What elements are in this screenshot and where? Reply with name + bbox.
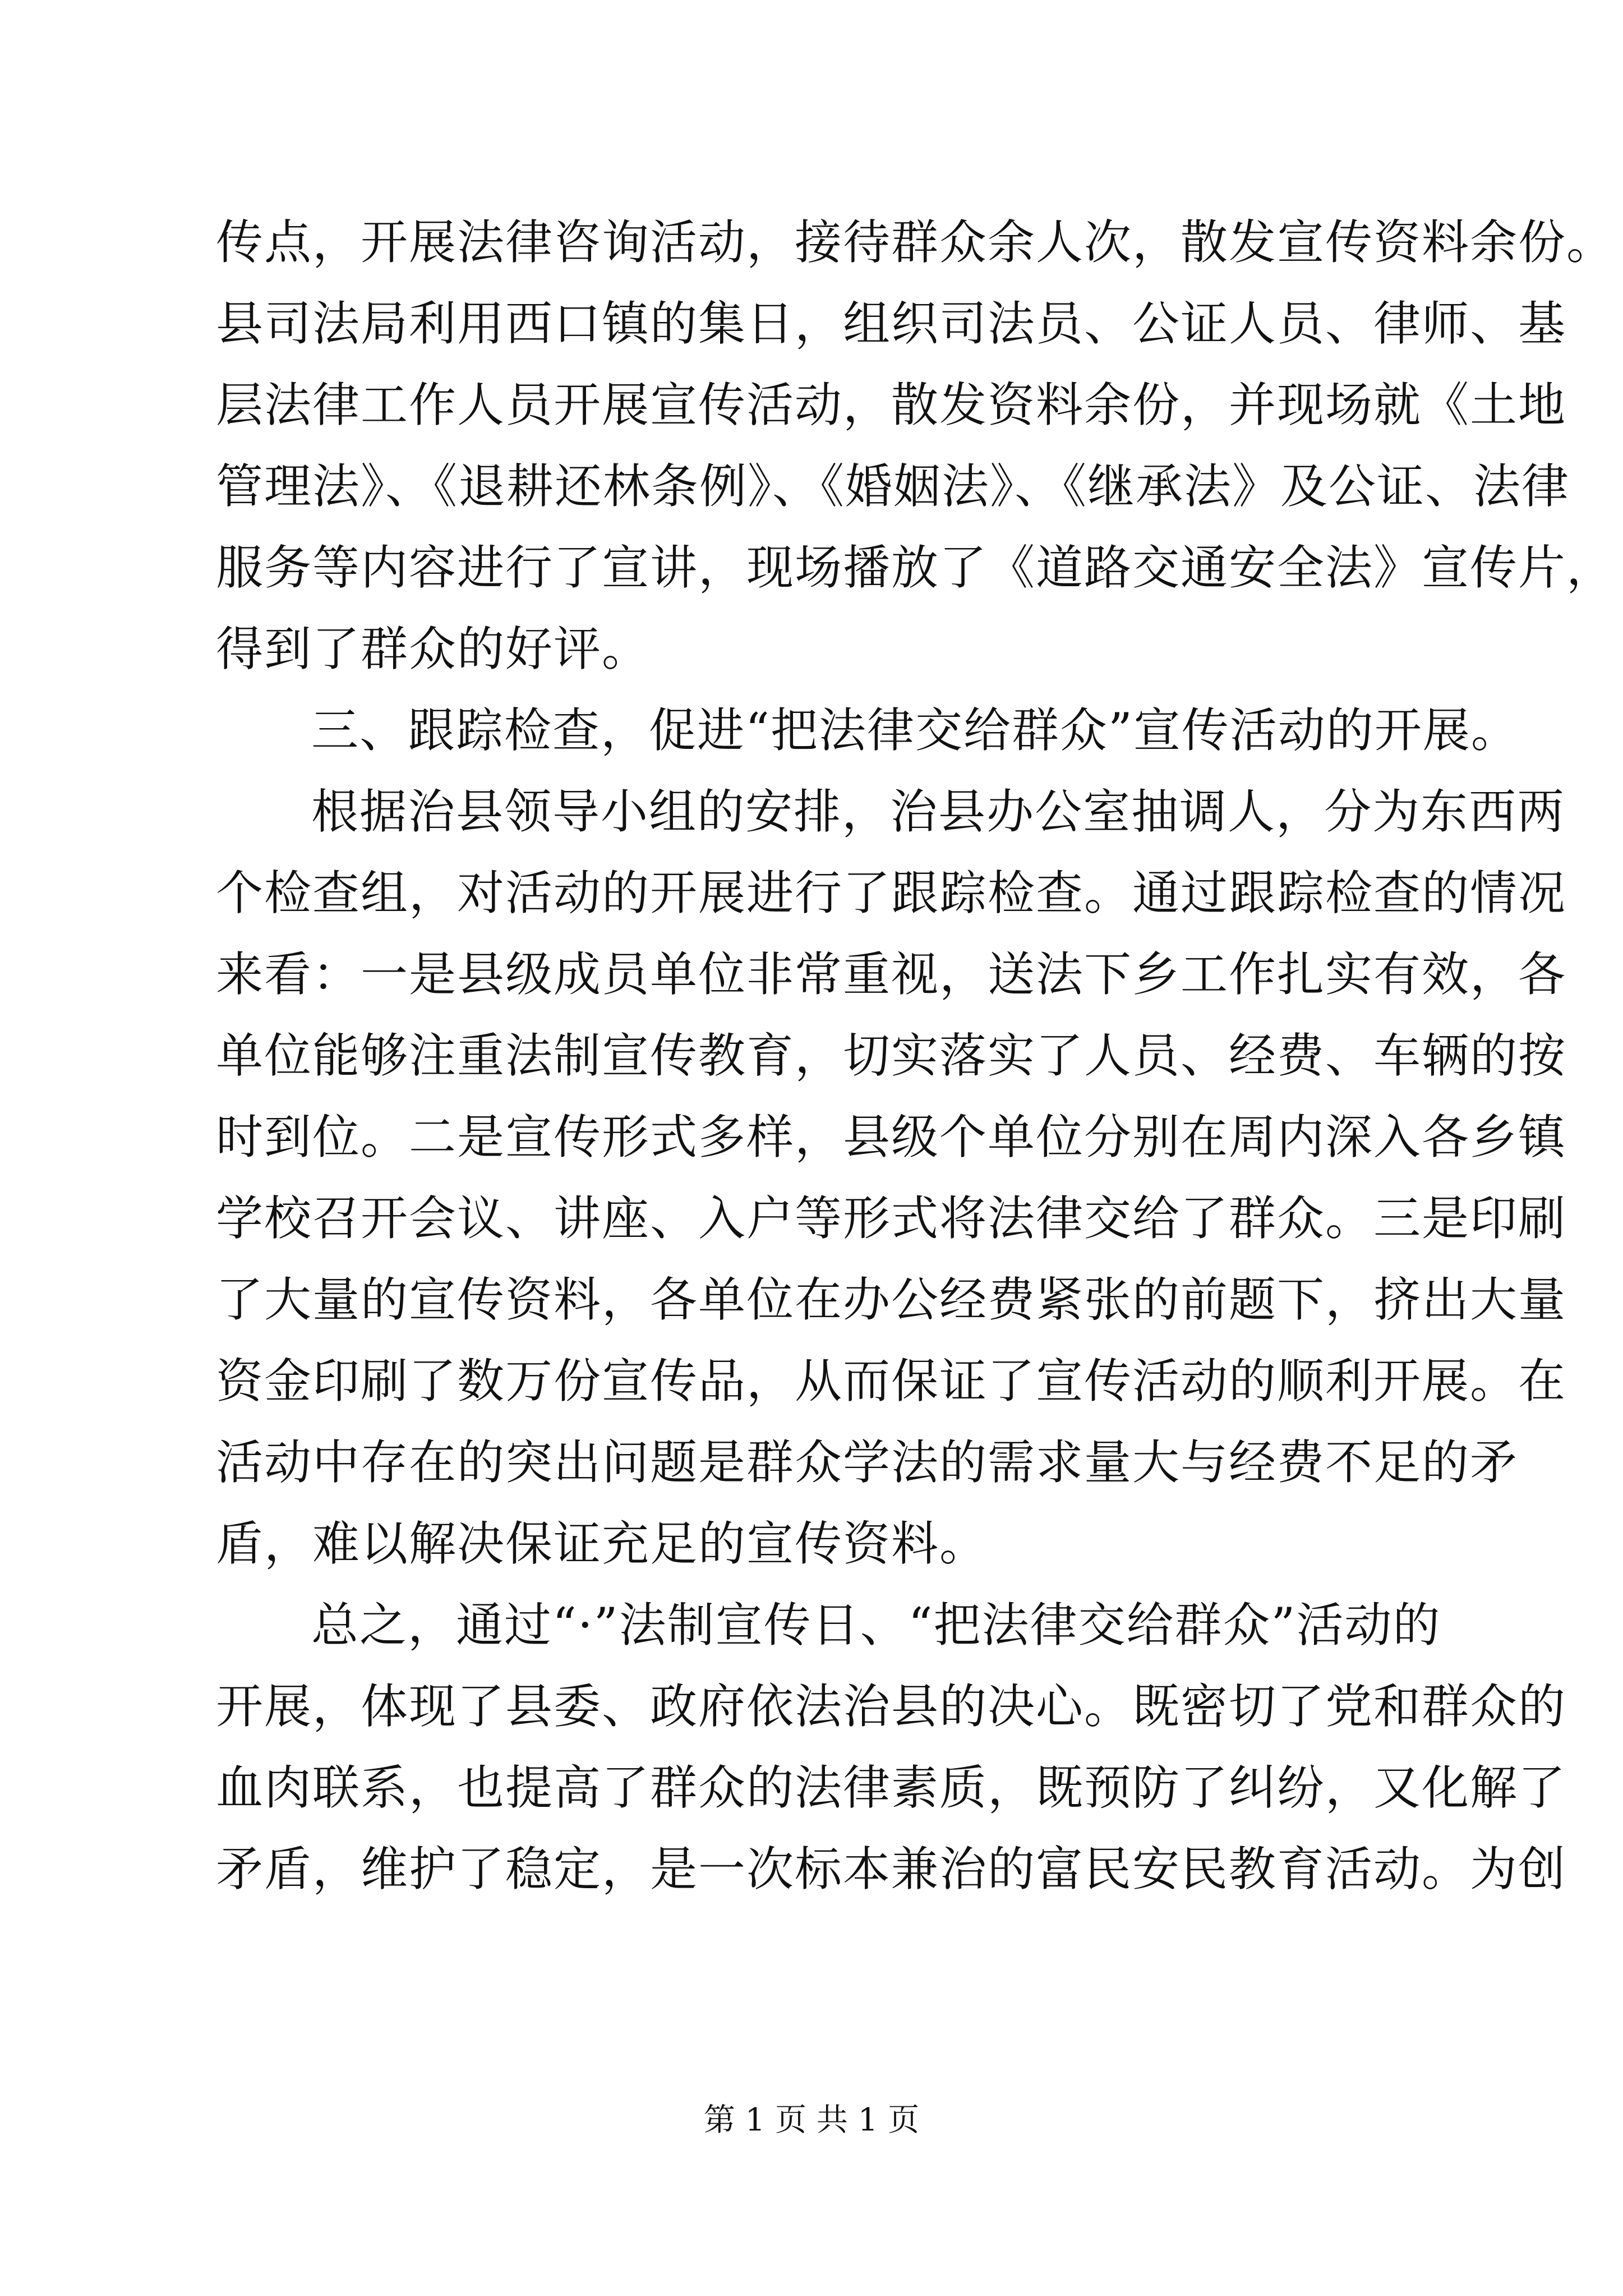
text-line: 时到位。二是宣传形式多样，县级个单位分别在周内深入各乡镇 xyxy=(216,1110,1567,1165)
paragraph xyxy=(216,1585,1567,1910)
paragraph xyxy=(216,202,1615,690)
text-line: 服务等内容进行了宣讲，现场播放了《道路交通安全法》宣传片， xyxy=(216,540,1615,595)
text-line: 传点，开展法律咨询活动，接待群众余人次，散发宣传资料余份。 xyxy=(216,215,1615,270)
text-line: 单位能够注重法制宣传教育，切实落实了人员、经费、车辆的按 xyxy=(216,1028,1567,1083)
section-heading xyxy=(216,690,1519,771)
text-line: 来看：一是县级成员单位非常重视，送法下乡工作扎实有效，各 xyxy=(216,947,1567,1002)
text-line: 活动中存在的突出问题是群众学法的需求量大与经费不足的矛 xyxy=(216,1435,1519,1490)
heading-line: 三、跟踪检查，促进“把法律交给群众”宣传活动的开展。 xyxy=(311,703,1519,758)
text-line: 层法律工作人员开展宣传活动，散发资料余份，并现场就《土地 xyxy=(216,378,1567,432)
text-line: 个检查组，对活动的开展进行了跟踪检查。通过跟踪检查的情况 xyxy=(216,866,1567,921)
text-line: 总之，通过“·”法制宣传日、“把法律交给群众”活动的 xyxy=(311,1598,1441,1653)
text-line: 得到了群众的好评。 xyxy=(216,622,651,677)
text-line: 了大量的宣传资料，各单位在办公经费紧张的前题下，挤出大量 xyxy=(216,1272,1567,1327)
text-line: 学校召开会议、讲座、入户等形式将法律交给了群众。三是印刷 xyxy=(216,1191,1567,1246)
page-number-footer: 第 1 页 共 1 页 xyxy=(703,2102,920,2138)
text-line: 管理法》、《退耕还林条例》、《婚姻法》、《继承法》及公证、法律 xyxy=(216,459,1570,514)
text-line: 矛盾，维护了稳定，是一次标本兼治的富民安民教育活动。为创 xyxy=(216,1842,1567,1897)
paragraph xyxy=(216,771,1567,1585)
text-line: 根据治县领导小组的安排，治县办公室抽调人，分为东西两 xyxy=(311,784,1566,839)
text-line: 资金印刷了数万份宣传品，从而保证了宣传活动的顺利开展。在 xyxy=(216,1354,1567,1409)
text-line: 盾，难以解决保证充足的宣传资料。 xyxy=(216,1516,988,1571)
text-line: 开展，体现了县委、政府依法治县的决心。既密切了党和群众的 xyxy=(216,1679,1567,1734)
document-body xyxy=(216,202,1615,1910)
text-line: 血肉联系，也提高了群众的法律素质，既预防了纠纷，又化解了 xyxy=(216,1760,1567,1815)
text-line: 县司法局利用西口镇的集日，组织司法员、公证人员、律师、基 xyxy=(216,296,1567,351)
